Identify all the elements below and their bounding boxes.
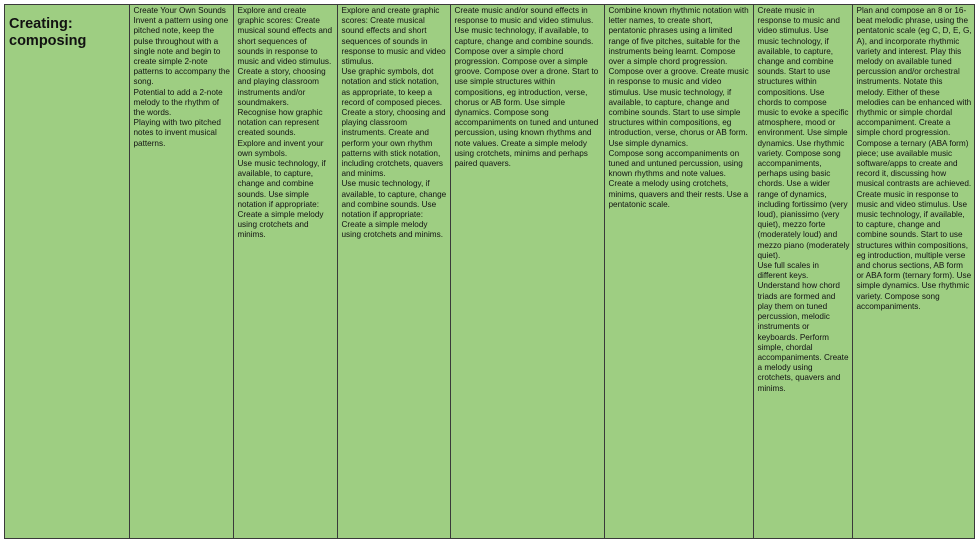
table-cell-col-5: Combine known rhythmic notation with letter names, to create short, pentatonic phrases using a limited range of five pitches, suitable for the instruments being learnt. Compose over a simple chord progression. Compose over a groove. Create music in response to music and video stimulus. Use music technology, if available, to capture, change and combine sounds. Start to use simple structures within compositions, eg introduction, verse, chorus or AB form. Use simple dynamics. Compose song accompaniments on tuned and untuned percussion, using known rhythms and note values. Create a melody using crotchets, minims, quavers and their rests. Use a pentatonic scale. — [604, 5, 753, 538]
curriculum-table — [5, 5, 974, 538]
table-cell-col-7: Plan and compose an 8 or 16-beat melodic phrase, using the pentatonic scale (eg C, D, E, G, A), and incorporate rhythmic variety and interest. Play this melody on available tuned percussion and/or orchestral instruments. Notate this melody. Either of these melodies can be enhanced with rhythmic or simple chordal accompaniment. Create a simple chord progression. Compose a ternary (ABA form) piece; use available music software/apps to create and record it, discussing how musical contrasts are achieved. Create music in response to music and video stimulus. Use music technology, if available, to capture, change and combine sounds. Start to use structures within compositions, eg introduction, multiple verse and chorus sections, AB form or ABA form (ternary form). Use simple dynamics. Use rhythmic variety. Compose song accompaniments. — [852, 5, 974, 538]
table-cell-col-4: Create music and/or sound effects in response to music and video stimulus. Use music technology, if available, to capture, change and combine sounds. Compose over a simple chord progression. Compose over a simple groove. Compose over a drone. Start to use simple structures within compositions, eg introduction, verse, chorus or AB form. Use simple dynamics. Compose song accompaniments on tuned and untuned percussion, using known rhythms and note values. Create a simple melody using crotchets, minims and perhaps paired quavers. — [450, 5, 604, 538]
table-row — [5, 5, 974, 538]
table-cell-col-1: Create Your Own Sounds Invent a pattern using one pitched note, keep the pulse throughout with a single note and begin to create simple 2-note patterns to accompany the song. Potential to add a 2-note melody to the rhythm of the words. Playing with two pitched notes to invent musical patterns. — [129, 5, 233, 538]
table-cell-col-6: Create music in response to music and video stimulus. Use music technology, if available, to capture, change and combine sounds. Start to use structures within compositions. Use chords to compose music to evoke a specific atmosphere, mood or environment. Use simple dynamics. Use rhythmic variety. Compose song accompaniments, perhaps using basic chords. Use a wider range of dynamics, including fortissimo (very loud), pianissimo (very quiet), mezzo forte (moderately loud) and mezzo piano (moderately quiet). Use full scales in different keys. Understand how chord triads are formed and play them on tuned percussion, melodic instruments or keyboards. Perform simple, chordal accompaniments. Create a melody using crotchets, quavers and minims. — [753, 5, 852, 538]
row-heading: Creating: composing — [9, 16, 87, 50]
row-heading-cell — [5, 5, 129, 538]
table-cell-col-2: Explore and create graphic scores: Create musical sound effects and short sequences of sounds in response to music and video stimulus. Create a story, choosing and playing classroom instruments and/or soundmakers. Recognise how graphic notation can represent created sounds. Explore and invent your own symbols. Use music technology, if available, to capture, change and combine sounds. Use simple notation if appropriate: Create a simple melody using crotchets and minims. — [233, 5, 337, 538]
table-cell-col-3: Explore and create graphic scores: Create musical sound effects and short sequences of sounds in response to music and video stimulus. Use graphic symbols, dot notation and stick notation, as appropriate, to keep a record of composed pieces. Create a story, choosing and playing classroom instruments. Create and perform your own rhythm patterns with stick notation, including crotchets, quavers and minims. Use music technology, if available, to capture, change and combine sounds. Use notation if appropriate: Create a simple melody using crotchets and minims. — [337, 5, 450, 538]
curriculum-table-frame — [4, 4, 975, 539]
